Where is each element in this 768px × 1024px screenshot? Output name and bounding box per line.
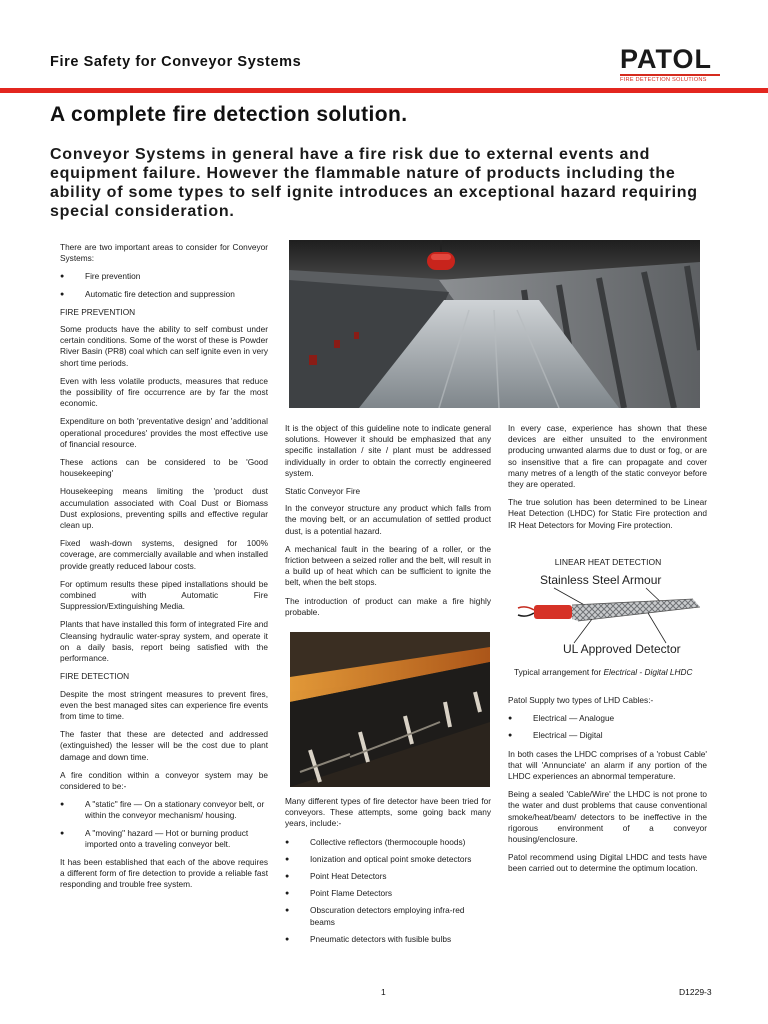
cable-illustration xyxy=(508,555,708,685)
list-item: ● Obscuration detectors employing infra-red beams xyxy=(285,905,491,927)
diagram-title: LINEAR HEAT DETECTION xyxy=(554,557,662,567)
diagram-caption: Typical arrangement for Electrical - Digital LHDC xyxy=(514,667,693,677)
list-item: ● A "static" fire — On a stationary conveyor belt, or within the conveyor mechanism/ housing. xyxy=(60,799,268,821)
paragraph: A fire condition within a conveyor system may be considered to be:- xyxy=(60,769,268,791)
hazard-list xyxy=(60,799,268,850)
list-item: ● Point Heat Detectors xyxy=(285,871,491,882)
diagram-caption-emphasis: Electrical - Digital LHDC xyxy=(603,667,693,677)
paragraph: It is the object of this guideline note to indicate general solutions. However it should be emphasized that any specific installation / site / plant must be addressed individually in order to obtain the correctly engineered system. xyxy=(285,423,491,478)
paragraph: There are two important areas to consider for Conveyor Systems: xyxy=(60,242,268,264)
logo-underline xyxy=(620,74,720,76)
column-right-lower xyxy=(508,695,707,882)
list-item: ● Automatic fire detection and suppression xyxy=(60,289,268,300)
paragraph: Patol recommend using Digital LHDC and tests have been carried out to determine the optimum location. xyxy=(508,852,707,874)
list-item: ● A "moving" hazard — Hot or burning product imported onto a traveling conveyor belt. xyxy=(60,828,268,850)
cable-type-list xyxy=(508,713,707,741)
list-item: ● Electrical — Digital xyxy=(508,730,707,741)
header-divider xyxy=(0,88,768,93)
paragraph: Fixed wash-down systems, designed for 100% coverage, are commercially available and when installed provide greatly reduced labour costs. xyxy=(60,538,268,571)
paragraph: Plants that have installed this form of integrated Fire and Cleansing hydraulic water-spray system, and operate it on a daily basis, report being satisfied with the performance. xyxy=(60,619,268,664)
paragraph: In the conveyor structure any product which falls from the moving belt, or an accumulation of settled product dust, is a potential hazard. xyxy=(285,503,491,536)
conveyor-housing-photo xyxy=(289,240,700,408)
logo-tagline: FIRE DETECTION SOLUTIONS xyxy=(620,77,707,83)
diagram-label-detector: UL Approved Detector xyxy=(563,642,681,656)
patol-logo xyxy=(620,44,720,86)
paragraph: The true solution has been determined to be Linear Heat Detection (LHDC) for Static Fire protection and IR Heat Detectors for Moving Fire protection. xyxy=(508,497,707,530)
detector-list xyxy=(285,837,491,945)
paragraph: The introduction of product can make a fire highly probable. xyxy=(285,595,491,617)
paragraph: Despite the most stringent measures to prevent fires, even the best managed sites can experience fire events from time to time. xyxy=(60,688,268,721)
paragraph: Housekeeping means limiting the 'product dust accumulation associated with Coal Dust or Biomass Dust explosions, preventing spills and effective regular clean up. xyxy=(60,486,268,531)
paragraph: Many different types of fire detector have been tried for conveyors. These attempts, some going back many years, include:- xyxy=(285,796,491,829)
list-item: ● Ionization and optical point smoke detectors xyxy=(285,854,491,865)
paragraph: Some products have the ability to self combust under certain conditions. Some of the worst of these is Powder River Basin (PR8) coal which can self ignite even in very short time periods. xyxy=(60,324,268,368)
paragraph: In both cases the LHDC comprises of a 'robust Cable' that will 'Annunciate' an alarm if any portion of the LHDC experiences an abnormal temperature. xyxy=(508,748,707,782)
paragraph: Even with less volatile products, measures that reduce the possibility of fire occurrence are by far the most economic. xyxy=(60,375,268,409)
page-title: A complete fire detection solution. xyxy=(50,103,408,126)
list-item: ● Point Flame Detectors xyxy=(285,888,491,899)
logo-wordmark: PATOL xyxy=(620,44,712,74)
section-heading-prevention: FIRE PREVENTION xyxy=(60,306,136,317)
paragraph: Expenditure on both 'preventative design' and 'additional operational procedures' provides the most effective use of financial resource. xyxy=(60,416,268,449)
list-item: ● Electrical — Analogue xyxy=(508,713,707,724)
burning-belt-photo xyxy=(290,632,490,787)
header-title: Fire Safety for Conveyor Systems xyxy=(50,54,302,70)
section-heading-static-fire: Static Conveyor Fire xyxy=(285,486,361,497)
paragraph: Being a sealed 'Cable/Wire' the LHDC is not prone to the water and dust problems that cause conventional smoke/heat/beam/ detectors to be ineffective in the rigorous environment of a conveyor housing/enclosure. xyxy=(508,789,707,845)
paragraph: It has been established that each of the above requires a different form of fire detection to provide a reliable fast responding and trouble free system. xyxy=(60,856,268,890)
column-left xyxy=(60,242,268,898)
diagram-label-armour: Stainless Steel Armour xyxy=(540,573,662,587)
section-heading-detection: FIRE DETECTION xyxy=(60,671,130,682)
page-number: 1 xyxy=(381,987,386,997)
consider-list xyxy=(60,271,268,299)
list-item: ● Collective reflectors (thermocouple hoods) xyxy=(285,837,491,848)
paragraph: In every case, experience has shown that these devices are either unsuited to the environment producing unwanted alarms due to dust or fog, or are so insensitive that a fire can propagate and cover many metres of a length of the static conveyor before they are operated. xyxy=(508,423,707,490)
intro-paragraph: Conveyor Systems in general have a fire risk due to external events and equipment failure. However the flammable nature of products including the ability of some types to self ignite introduces an exceptional hazard requiring special consideration. xyxy=(50,146,698,220)
paragraph: These actions can be considered to be 'Good housekeeping' xyxy=(60,457,268,479)
paragraph: For optimum results these piped installations should be combined with Automatic Fire Suppression/Extinguishing Media. xyxy=(60,578,268,612)
paragraph: The faster that these are detected and addressed (extinguished) the lesser will be the cost due to plant damage and down time. xyxy=(60,729,268,762)
column-middle xyxy=(285,423,491,625)
list-item: ● Fire prevention xyxy=(60,271,268,282)
linear-heat-detection-diagram xyxy=(508,555,708,685)
column-middle-lower xyxy=(285,796,491,952)
document-code: D1229-3 xyxy=(679,987,712,997)
list-item: ● Pneumatic detectors with fusible bulbs xyxy=(285,934,491,945)
paragraph: Patol Supply two types of LHD Cables:- xyxy=(508,695,654,705)
column-right xyxy=(508,423,707,538)
paragraph: A mechanical fault in the bearing of a roller, or the friction between a seized roller and the belt, will result in a build up of heat which can be sufficient to ignite the belt, when the belt stops. xyxy=(285,543,491,588)
